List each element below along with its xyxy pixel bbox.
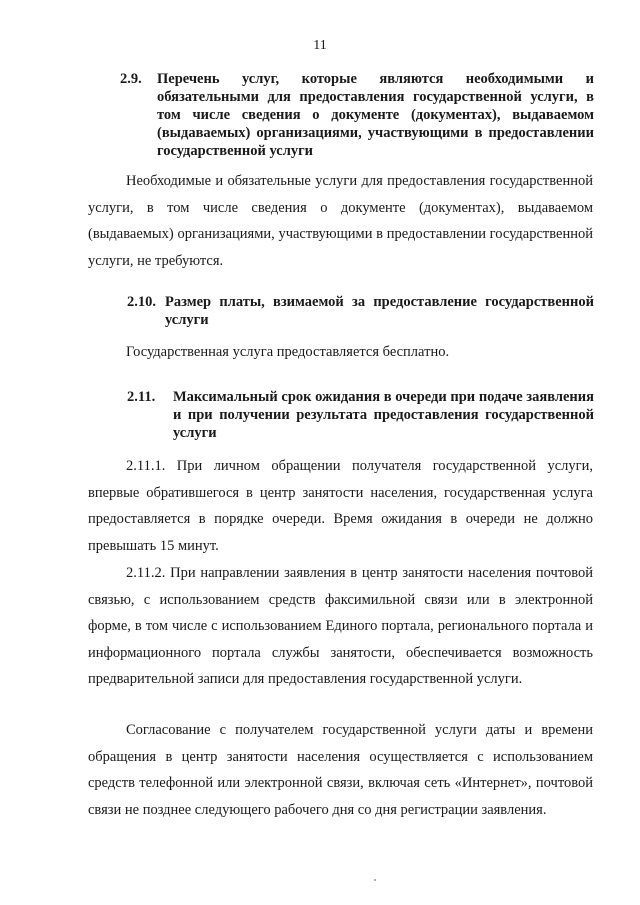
section-2-11-number: 2.11. [127, 389, 156, 405]
section-2-9-heading [120, 70, 594, 160]
section-2-10-title: Размер платы, взимаемой за предоставление государственной услуги [165, 294, 594, 328]
page-number: 11 [313, 38, 327, 53]
section-2-11-heading [127, 388, 594, 442]
section-2-9-body: Необходимые и обязательные услуги для предоставления государственной услуги, в том числе сведения о документе (документах), выдаваемом (выдаваемых) организациями, участвующими в предоставлении государственной услуги, не требуются. [88, 173, 593, 269]
scan-speck [374, 879, 376, 881]
section-2-10-heading [127, 293, 594, 329]
section-2-9-number: 2.9. [120, 71, 142, 87]
section-2-9-title: Перечень услуг, которые являются необходимыми и обязательными для предоставления государственной услуги, в том числе сведения о документе (документах), выдаваемом (выдаваемых) организациями, участвующими в предоставлении государственной услуги [157, 71, 594, 159]
section-2-11-2-paragraph: 2.11.2. При направлении заявления в центр занятости населения почтовой связью, с использованием средств факсимильной связи или в электронной форме, в том числе с использованием Единого портала, регионального портала и информационного портала службы занятости, обеспечивается возможность предварительной записи для предоставления государственной услуги. [88, 565, 593, 687]
section-2-10-number: 2.10. [127, 294, 156, 310]
section-2-10-body: Государственная услуга предоставляется бесплатно. [126, 344, 450, 360]
scheduling-paragraph: Согласование с получателем государственной услуги даты и времени обращения в центр занятости населения осуществляется с использованием средств телефонной или электронной связи, включая сеть «Интернет», почтовой связи не позднее следующего рабочего дня со дня регистрации заявления. [88, 722, 593, 818]
section-2-11-1-paragraph: 2.11.1. При личном обращении получателя государственной услуги, впервые обратившегося в центр занятости населения, государственная услуга предоставляется в порядке очереди. Время ожидания в очереди не должно превышать 15 минут. [88, 458, 593, 554]
section-2-11-title: Максимальный срок ожидания в очереди при подаче заявления и при получении результата предоставления государственной услуги [173, 389, 594, 441]
